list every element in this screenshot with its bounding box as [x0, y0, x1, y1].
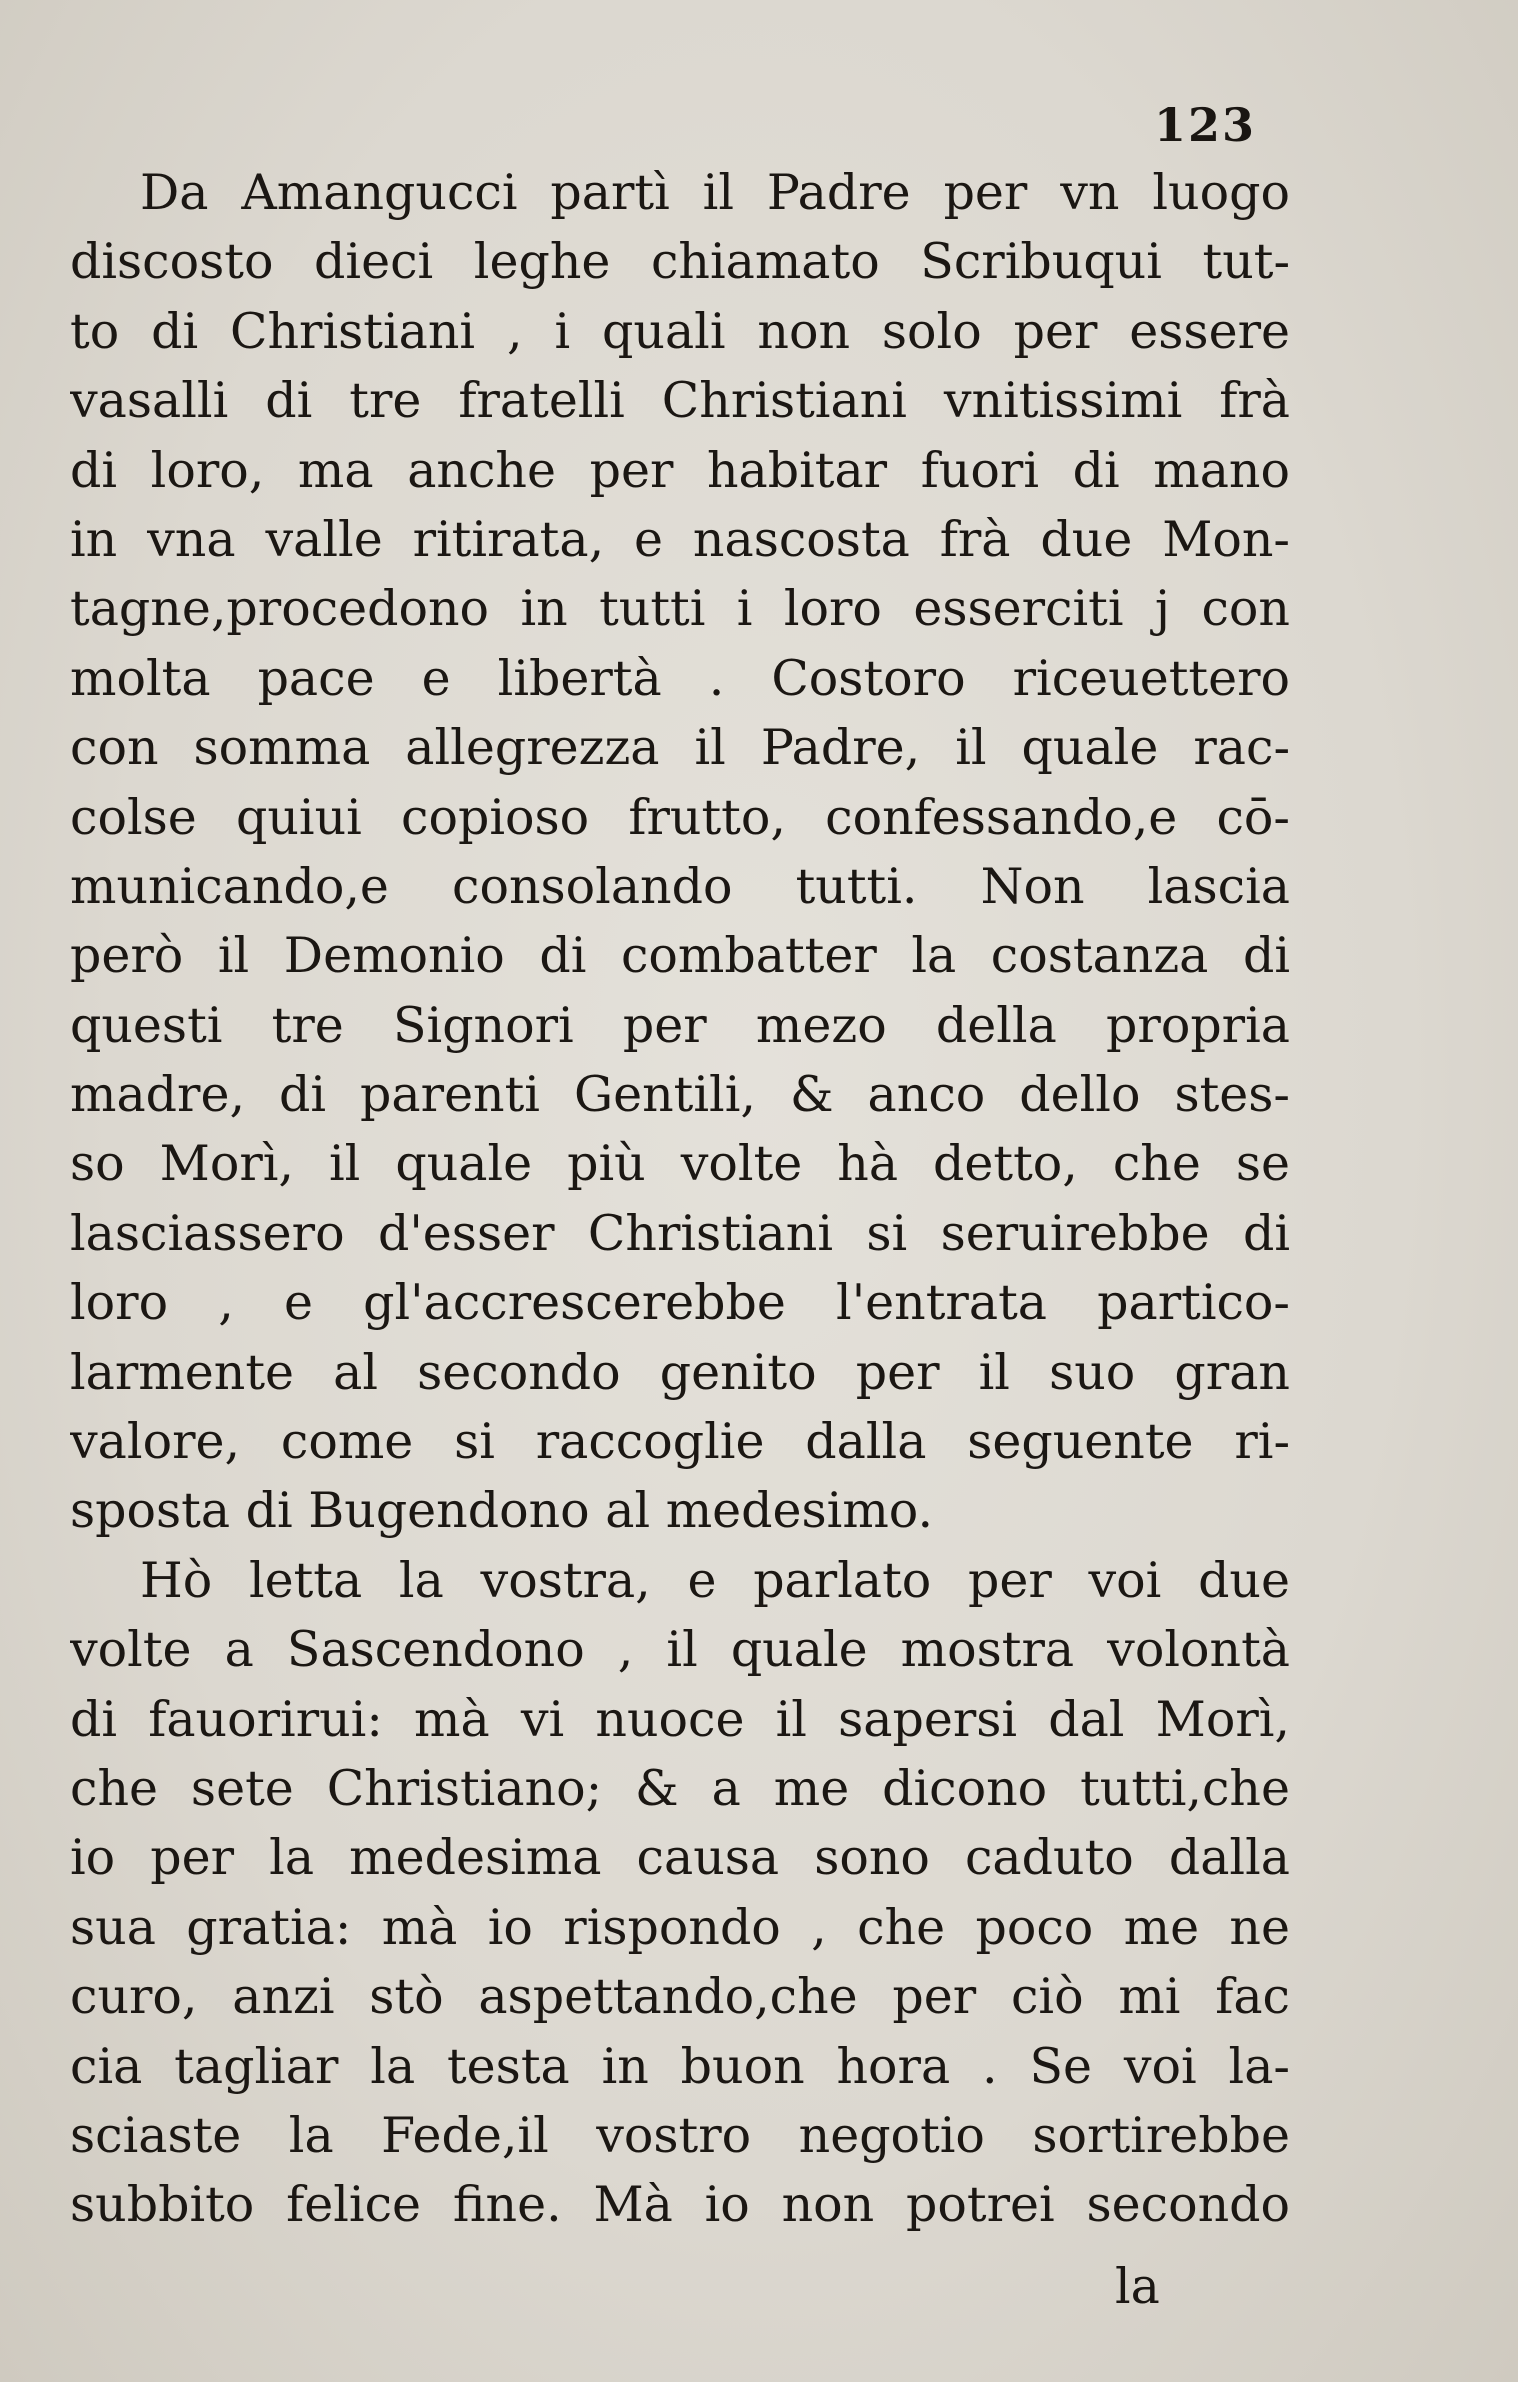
text-line: larmente al secondo genito per il suo gran [70, 1343, 1290, 1401]
text-line: sciaste la Fede,il vostro negotio sortirebbe [70, 2106, 1290, 2164]
body-text [70, 158, 1290, 2240]
text-line: che sete Christiano; & a me dicono tutti,che [70, 1759, 1290, 1817]
paragraph-1 [70, 158, 1290, 1546]
text-line: curo, anzi stò aspettando,che per ciò mi fac [70, 1968, 1290, 2026]
text-line: in vna valle ritirata, e nascosta frà due Mon- [70, 510, 1290, 568]
text-line: lasciassero d'esser Christiani si seruirebbe di [70, 1204, 1290, 1262]
text-line: madre, di parenti Gentili, & anco dello stes- [70, 1066, 1290, 1124]
text-line: di loro, ma anche per habitar fuori di mano [70, 441, 1290, 499]
text-line: però il Demonio di combatter la costanza di [70, 927, 1290, 985]
text-line: tagne,procedono in tutti i loro esserciti j con [70, 580, 1290, 638]
text-line: colse quiui copioso frutto, confessando,e cō- [70, 788, 1290, 846]
text-line: cia tagliar la testa in buon hora . Se voi la- [70, 2037, 1290, 2095]
text-line: municando,e consolando tutti. Non lascia [70, 857, 1290, 915]
text-line: so Morì, il quale più volte hà detto, che se [70, 1135, 1290, 1193]
text-line: volte a Sascendono , il quale mostra volontà [70, 1621, 1290, 1679]
text-line: valore, come si raccoglie dalla seguente ri- [70, 1413, 1290, 1471]
text-line: molta pace e libertà . Costoro riceuettero [70, 649, 1290, 707]
text-line: to di Christiani , i quali non solo per essere [70, 302, 1290, 360]
text-line: questi tre Signori per mezo della propria [70, 996, 1290, 1054]
text-line: di fauorirui: mà vi nuoce il sapersi dal Morì, [70, 1690, 1290, 1748]
text-line: io per la medesima causa sono caduto dalla [70, 1829, 1290, 1887]
page-number: 123 [1153, 98, 1256, 152]
text-line: loro , e gl'accrescerebbe l'entrata partico- [70, 1274, 1290, 1332]
text-line: con somma allegrezza il Padre, il quale rac- [70, 719, 1290, 777]
paragraph-2 [70, 1546, 1290, 2240]
text-line: sposta di Bugendono al medesimo. [70, 1482, 934, 1540]
catchword: la [1115, 2258, 1160, 2315]
text-line: discosto dieci leghe chiamato Scribuqui tut- [70, 233, 1290, 291]
text-line: sua gratia: mà io rispondo , che poco me ne [70, 1898, 1290, 1956]
text-line: Da Amangucci partì il Padre per vn luogo [140, 164, 1290, 221]
text-line: vasalli di tre fratelli Christiani vnitissimi frà [70, 372, 1290, 430]
text-line: subbito felice fine. Mà io non potrei secondo [70, 2176, 1290, 2234]
text-line: Hò letta la vostra, e parlato per voi due [140, 1551, 1290, 1609]
